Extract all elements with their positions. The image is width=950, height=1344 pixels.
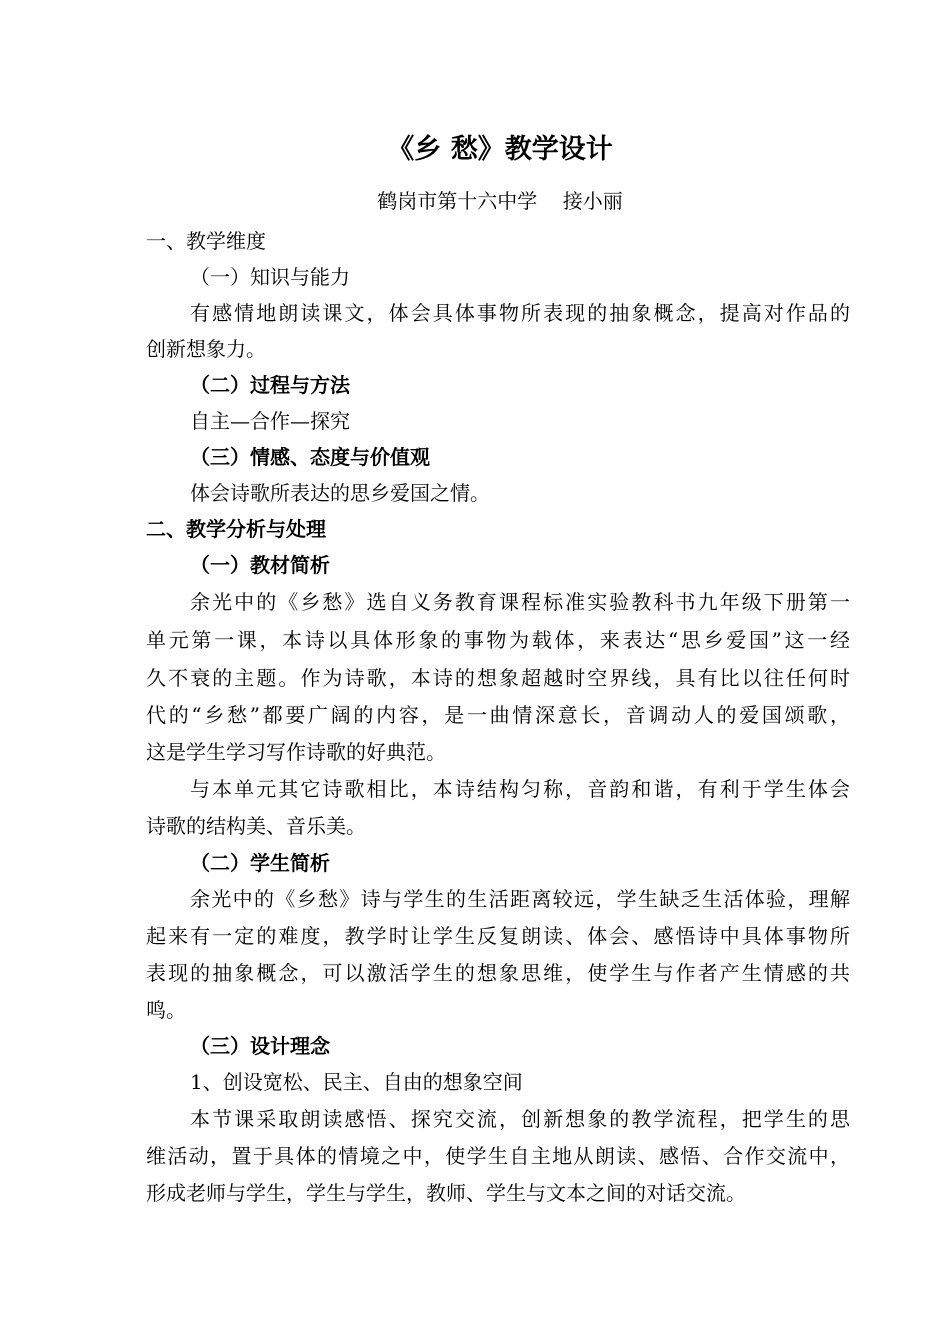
paragraph-line: 与本单元其它诗歌相比，本诗结构匀称，音韵和谐，有利于学生体会 (190, 777, 850, 801)
paragraph-line: 代的“乡愁”都要广阔的内容，是一曲情深意长，音调动人的爱国颂歌， (146, 703, 850, 727)
paragraph-line: 有感情地朗读课文，体会具体事物所表现的抽象概念，提高对作品的 (190, 301, 850, 325)
paragraph-line: 本节课采取朗读感悟、探究交流，创新想象的教学流程，把学生的思 (190, 1107, 850, 1131)
subsection-heading-knowledge: （一）知识与能力 (190, 265, 350, 289)
paragraph-line: 诗歌的结构美、音乐美。 (146, 814, 366, 838)
paragraph-line: 自主—合作—探究 (190, 409, 350, 433)
subsection-heading-students: （二）学生简析 (190, 851, 330, 875)
list-item: 1、创设宽松、民主、自由的想象空间 (190, 1070, 523, 1094)
paragraph-line: 余光中的《乡愁》诗与学生的生活距离较远，学生缺乏生活体验，理解 (190, 887, 850, 911)
paragraph-line: 表现的抽象概念，可以激活学生的想象思维，使学生与作者产生情感的共 (146, 961, 850, 985)
subsection-heading-emotion: （三）情感、态度与价值观 (190, 445, 430, 469)
paragraph-line: 创新想象力。 (146, 337, 266, 361)
section-heading-1: 一、教学维度 (146, 229, 266, 253)
paragraph-line: 体会诗歌所表达的思乡爱国之情。 (190, 481, 490, 505)
section-heading-2: 二、教学分析与处理 (146, 517, 326, 541)
paragraph-line: 久不衰的主题。作为诗歌，本诗的想象超越时空界线，具有比以往任何时 (146, 666, 850, 690)
document-title: 《乡 愁》教学设计 (387, 134, 613, 165)
paragraph-line: 这是学生学习写作诗歌的好典范。 (146, 740, 446, 764)
paragraph-line: 形成老师与学生，学生与学生，教师、学生与文本之间的对话交流。 (146, 1181, 746, 1205)
paragraph-line: 维活动，置于具体的情境之中，使学生自主地从朗读、感悟、合作交流中， (146, 1144, 850, 1168)
paragraph-line: 余光中的《乡愁》选自义务教育课程标准实验教科书九年级下册第一 (190, 590, 850, 614)
document-author: 鹤岗市第十六中学 接小丽 (377, 189, 623, 213)
paragraph-line: 起来有一定的难度，教学时让学生反复朗读、体会、感悟诗中具体事物所 (146, 924, 850, 948)
paragraph-line: 单元第一课，本诗以具体形象的事物为载体，来表达“思乡爱国”这一经 (146, 628, 850, 652)
subsection-heading-textbook: （一）教材简析 (190, 553, 330, 577)
subsection-heading-process: （二）过程与方法 (190, 373, 350, 397)
subsection-heading-design: （三）设计理念 (190, 1034, 330, 1058)
paragraph-line: 鸣。 (146, 998, 186, 1022)
